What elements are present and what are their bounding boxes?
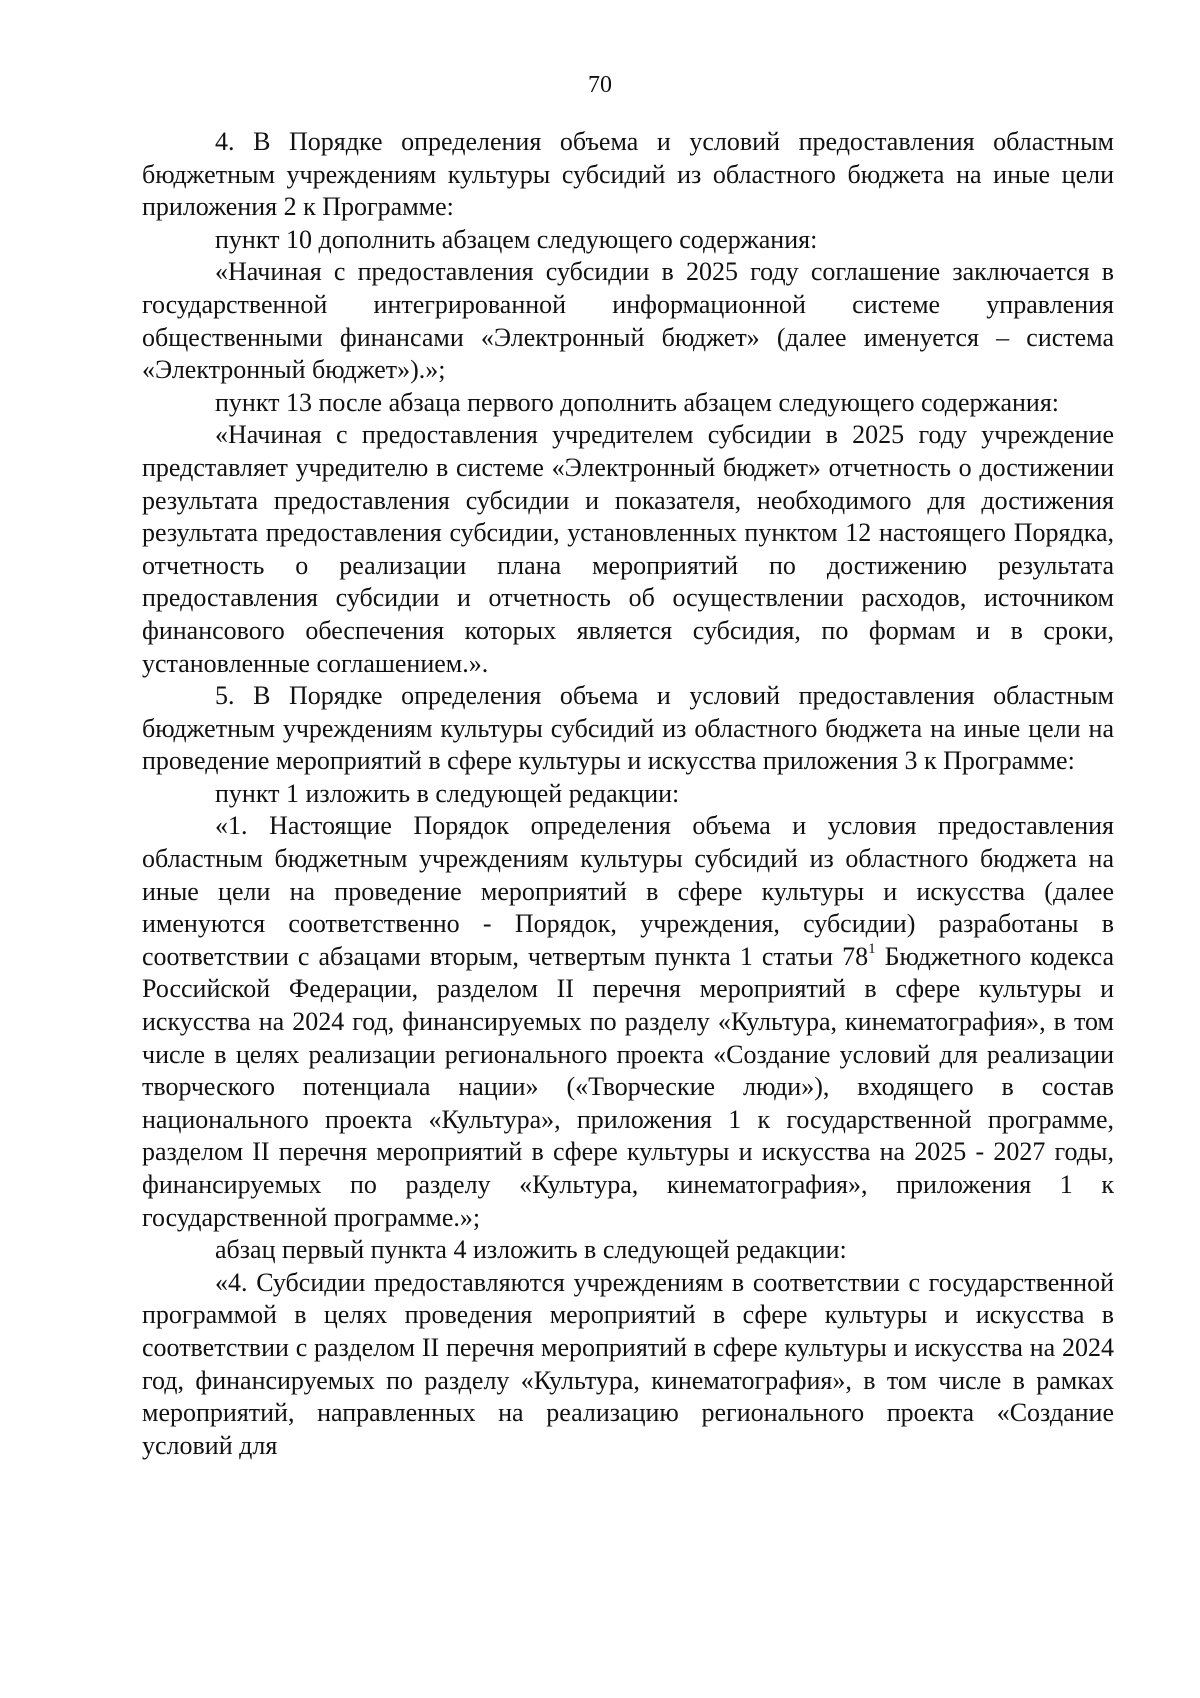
paragraph-point-10-text: «Начиная с предоставления субсидии в 2025 году соглашение заключается в государственной интегрированной информационной системе управления общественными финансами «Электронный бюджет» (далее именуется – система «Электронный бюджет»).»;	[142, 257, 1114, 385]
paragraph-point-1-text	[142, 810, 1114, 1234]
page-number: 70	[588, 72, 612, 98]
paragraph-point-10-instruction: пункт 10 дополнить абзацем следующего содержания:	[215, 224, 818, 254]
paragraph-item-5-intro: 5. В Порядке определения объема и условий предоставления областным бюджетным учреждениям культуры субсидий из областного бюджета на иные цели на проведение мероприятий в сфере культуры и искусства приложения 3 к Программе:	[142, 681, 1114, 776]
paragraph-point-13-text: «Начиная с предоставления учредителем субсидии в 2025 году учреждение представляет учредителю в системе «Электронный бюджет» отчетность о достижении результата предоставления субсидии и показателя, необходимого для достижения результата предоставления субсидии, установленных пунктом 12 настоящего Порядка, отчетность о реализации плана мероприятий по достижению результата предоставления субсидии и отчетность об осуществлении расходов, источником финансового обеспечения которых является субсидия, по формам и в сроки, установленные соглашением.».	[142, 420, 1114, 678]
paragraph-item-4-intro: 4. В Порядке определения объема и условий предоставления областным бюджетным учреждениям культуры субсидий из областного бюджета на иные цели приложения 2 к Программе:	[142, 127, 1114, 222]
paragraph-point-4-instruction: абзац первый пункта 4 изложить в следующей редакции:	[215, 1235, 847, 1265]
paragraph-point-1-text-part1: «1. Настоящие Порядок определения объема и условия предоставления областным бюджетным учреждениям культуры субсидий из областного бюджета на иные цели на проведение мероприятий в сфере культуры и искусства (далее именуются соответственно - Порядок, учреждения, субсидии) разработаны в соответствии с абзацами вторым, четвертым пункта 1 статьи 78	[142, 811, 1114, 971]
paragraph-point-1-text-part2: Бюджетного кодекса Российской Федерации, разделом II перечня мероприятий в сфере культуры и искусства на 2024 год, финансируемых по разделу «Культура, кинематография», в том числе в целях реализации регионального проекта «Создание условий для реализации творческого потенциала нации» («Творческие люди»), входящего в состав национального проекта «Культура», приложения 1 к государственной программе, разделом II перечня мероприятий в сфере культуры и искусства на 2025 - 2027 годы, финансируемых по разделу «Культура, кинематография», приложения 1 к государственной программе.»;	[142, 941, 1114, 1232]
paragraph-point-4-text: «4. Субсидии предоставляются учреждениям в соответствии с государственной программой в целях проведения мероприятий в сфере культуры и искусства в соответствии с разделом II перечня мероприятий в сфере культуры и искусства на 2024 год, финансируемых по разделу «Культура, кинематография», в том числе в рамках мероприятий, направленных на реализацию регионального проекта «Создание условий для	[142, 1267, 1114, 1460]
document-body	[142, 126, 1114, 1462]
paragraph-point-13-instruction: пункт 13 после абзаца первого дополнить абзацем следующего содержания:	[215, 387, 1060, 417]
paragraph-point-1-instruction: пункт 1 изложить в следующей редакции:	[215, 778, 680, 808]
article-superscript: 1	[868, 940, 876, 957]
